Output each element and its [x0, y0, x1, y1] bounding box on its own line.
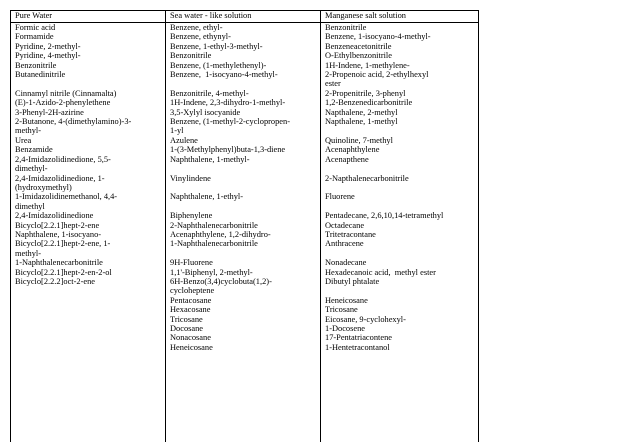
cell-text: Formic acid Formamide Pyridine, 2-methyl- Pyridine, 4-methyl- Benzonitrile Butanedinitrile Cinnamyl nitrile (Cinnamalta) (E)-1-Azido-2-phenylethene 3-Phenyl-2H-azirine 2-Butanone, 4-(dimethylamino)-3- methyl- Urea Benzamide 2,4-Imidazolidinedione, 5,5- dimethyl- 2,4-Imidazolidinedione, 1- (hydroxymethyl) 1-Imidazolidinemethanol, 4,4- dimethyl 2,4-Imidazolidinedione Bicyclo[2.2.1]hept-2-ene Naphthalene, 1-isocyano- Bicyclo[2.2.1]hept-2-ene, 1- methyl- 1-Naphthalenecarbonitrile Bicyclo[2.2.1]hept-2-en-2-ol Bicyclo[2.2.2]oct-2-ene — [15, 23, 132, 286]
header-sea-water: Sea water - like solution — [166, 11, 321, 23]
header-pure-water: Pure Water — [11, 11, 166, 23]
header-row — [11, 11, 479, 23]
table-row — [11, 23, 479, 442]
manganese-salt-column — [321, 23, 479, 442]
compounds-table — [10, 10, 479, 442]
pure-water-column — [11, 23, 166, 442]
cell-text: Benzonitrile Benzene, 1-isocyano-4-methyl- Benzeneacetonitrile O-Ethylbenzonitrile 1H-Indene, 1-methylene- 2-Propenoic acid, 2-ethylhexyl ester 2-Propenitrile, 3-phenyl 1,2-Benzenedicarbonitrile Napthalene, 2-methyl Napthalene, 1-methyl Quinoline, 7-methyl Acenaphthylene Acenapthene 2-Napthalenecarbonitrile Fluorene Pentadecane, 2,6,10,14-tetramethyl Octadecane Tritetracontane Anthracene Nonadecane Hexadecanoic acid, methyl ester Dibutyl phtalate Heneicosane Tricosane Eicosane, 9-cyclohexyl- 1-Docosene 17-Pentatriacontene 1-Hentetracontanol — [325, 23, 444, 352]
cell-text: Benzene, ethyl- Benzene, ethynyl- Benzene, 1-ethyl-3-methyl- Benzonitrile Benzene, (1-methylethenyl)- Benzene, 1-isocyano-4-methyl- Benzonitrile, 4-methyl- 1H-Indene, 2,3-dihydro-1-methyl- 3,5-Xylyl isocyanide Benzene, (1-methyl-2-cyclopropen- 1-yl Azulene 1-(3-Methylphenyl)buta-1,3-diene Naphthalene, 1-methyl- Vinylindene Naphthalene, 1-ethyl- Biphenylene 2-Naphthalenecarbonitrile Acenaphthylene, 1,2-dihydro- 1-Naphthalenecarbonitrile 9H-Fluorene 1,1'-Biphenyl, 2-methyl- 6H-Benzo(3,4)cyclobuta(1,2)- cycloheptene Pentacosane Hexacosane Tricosane Docosane Nonacosane Heneicosane — [170, 23, 290, 352]
header-manganese-salt: Manganese salt solution — [321, 11, 479, 23]
sea-water-column — [166, 23, 321, 442]
